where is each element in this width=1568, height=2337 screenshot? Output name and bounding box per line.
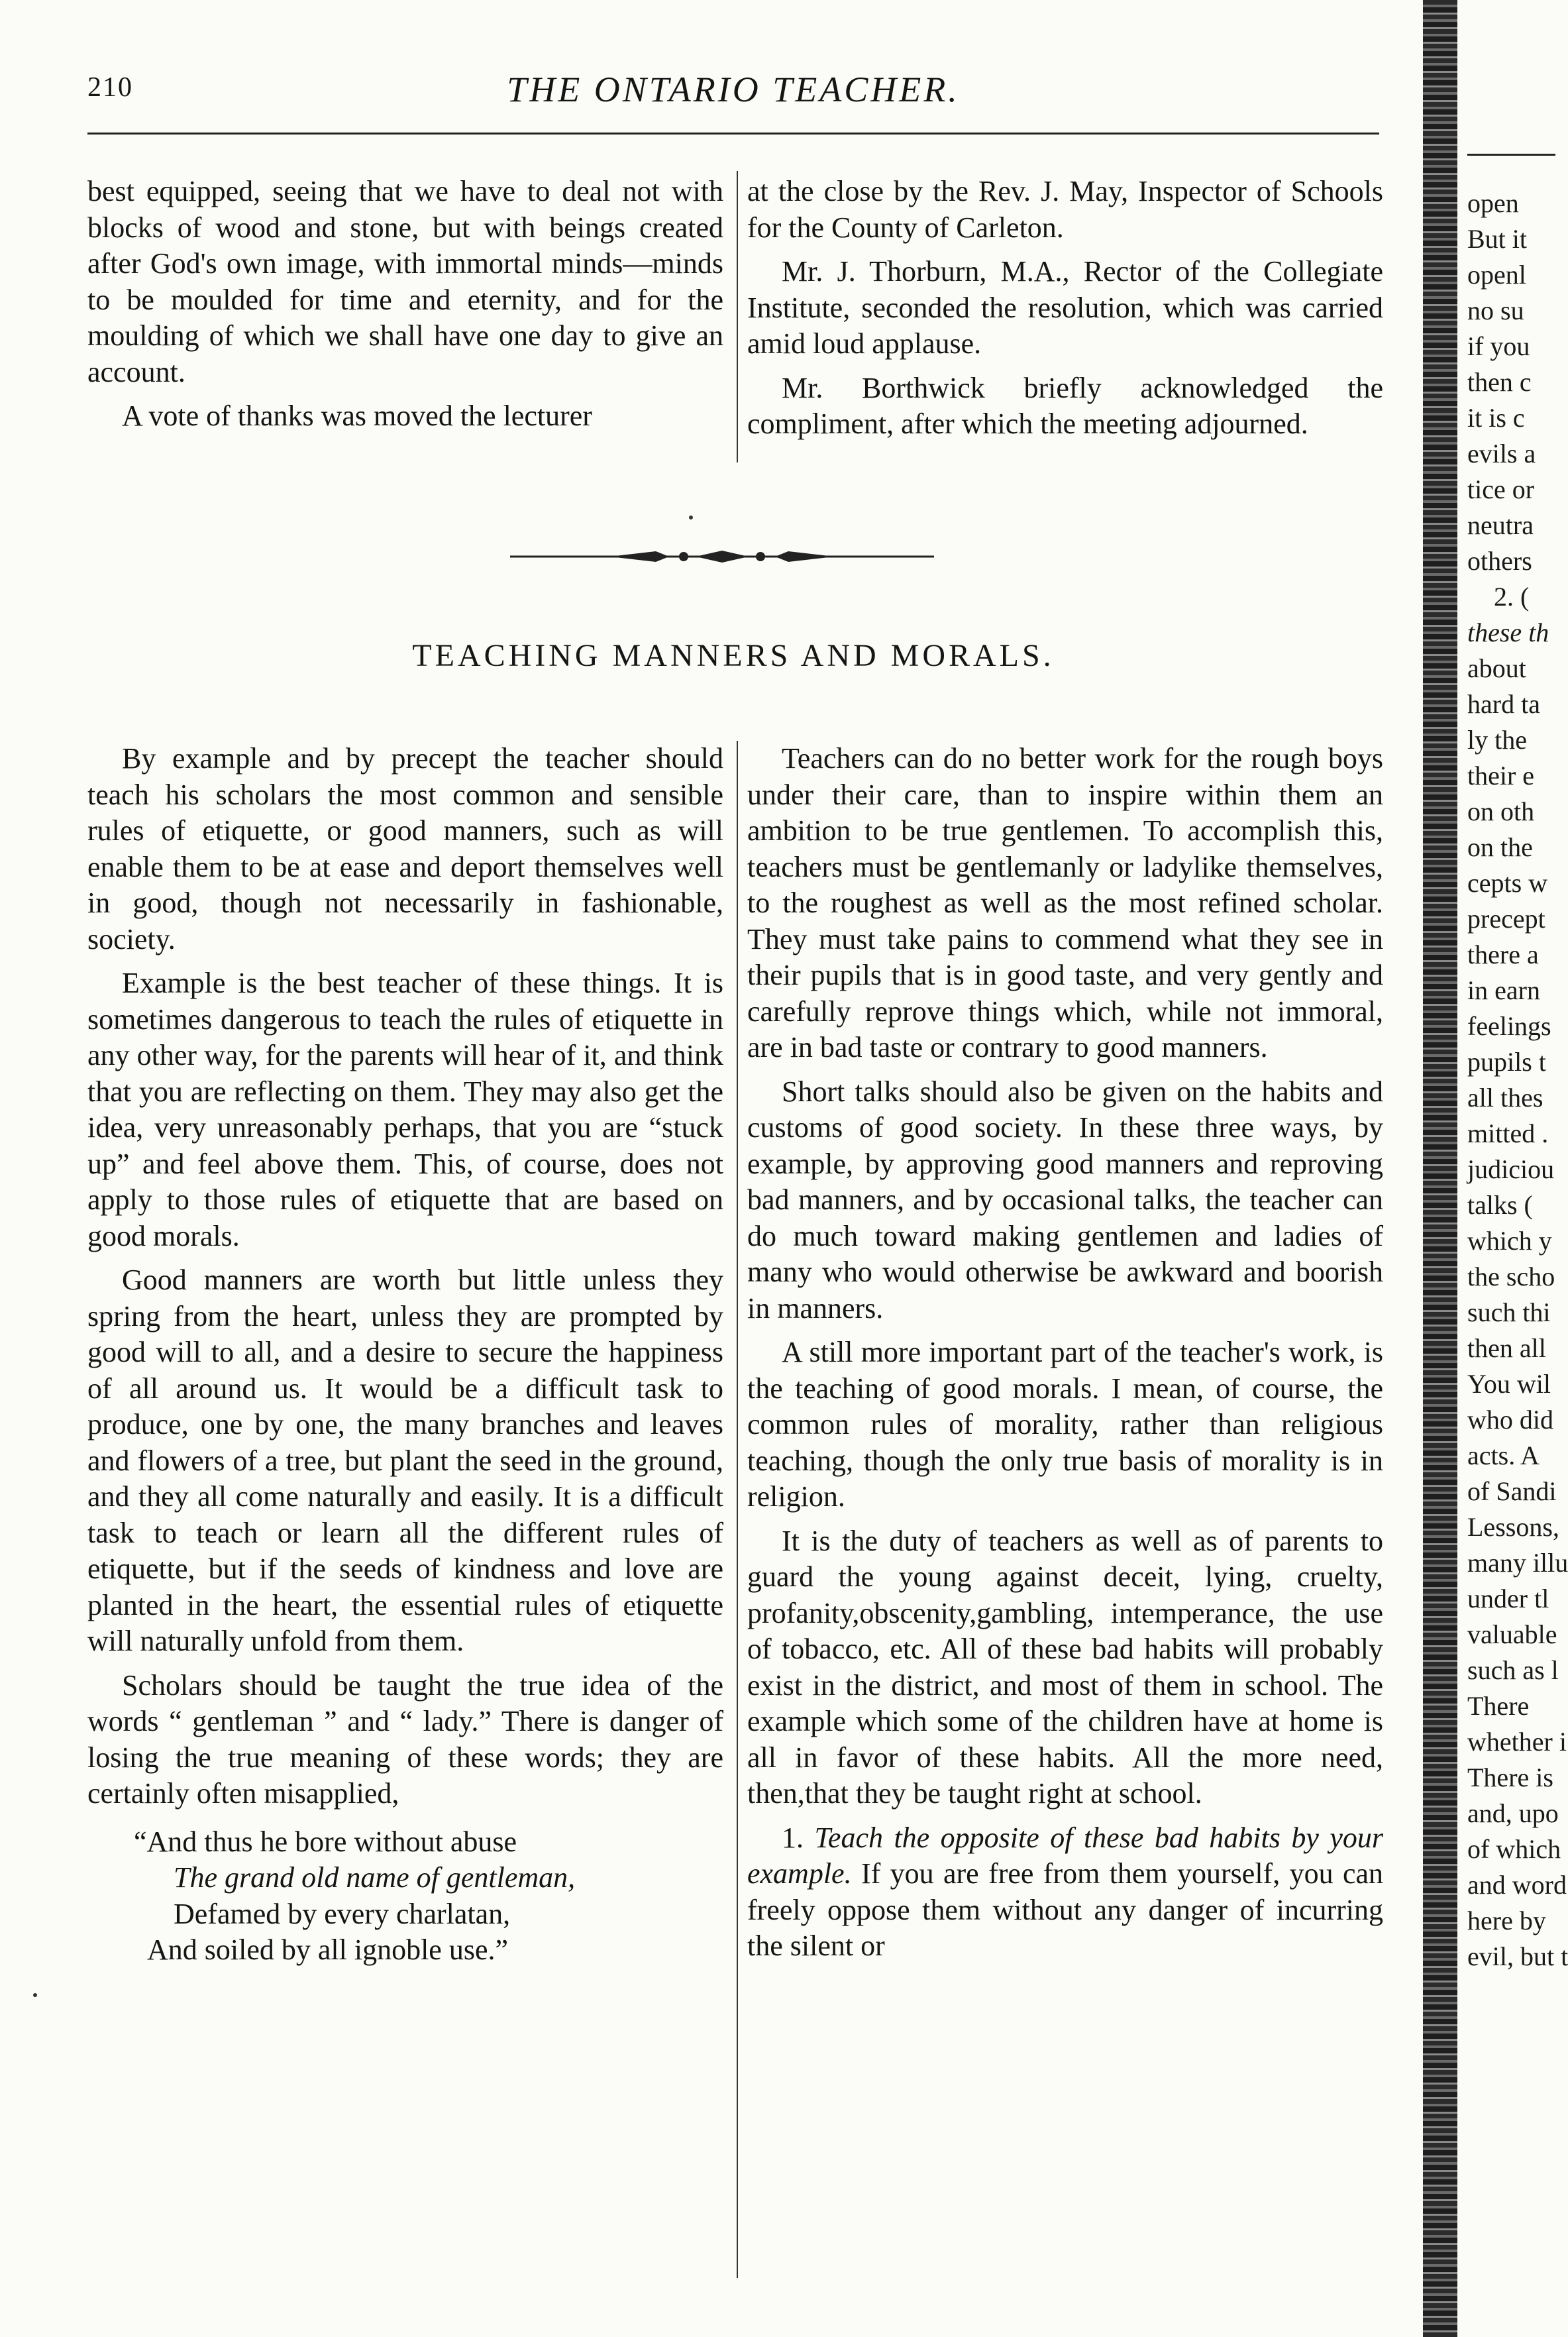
article-right-column [747, 741, 1383, 1973]
paragraph: Mr. Borthwick briefly acknowledged the compliment, after which the meeting adjourned. [747, 371, 1383, 440]
poem-line: And soiled by all ignoble use.” [147, 1933, 509, 1966]
poem-line: “And thus he bore without abuse [134, 1825, 517, 1858]
edge-fragment: and, upo [1467, 1798, 1559, 1828]
edge-fragment: evils a [1467, 439, 1536, 468]
edge-fragment: on oth [1467, 796, 1535, 826]
edge-fragment: who did [1467, 1405, 1553, 1435]
edge-fragment: mitted . [1467, 1118, 1549, 1148]
header-rule [87, 133, 1379, 135]
edge-fragment: if you [1467, 331, 1530, 361]
edge-fragment: neutra [1467, 510, 1534, 540]
column-divider [737, 171, 738, 462]
article-left-column [87, 741, 723, 1969]
edge-fragment: it is c [1467, 403, 1525, 433]
paragraph: A vote of thanks was moved the lecturer [122, 400, 592, 432]
edge-fragment: these th [1467, 618, 1549, 647]
paragraph: Good manners are worth but little unless they spring from the heart, unless they are prompted by good will to all, and a desire to secure the happiness of all around us. It would be a difficult task to produce, one by one, the many branches and leaves and flowers of a tree, but plant the seed in the ground, and they all come naturally and easily. It is a difficult task to teach or learn all the different rules of etiquette, but if the seeds of kindness and love are planted in the heart, the essential rules of etiquette will naturally unfold from them. [87, 1264, 723, 1657]
edge-fragment: openl [1467, 260, 1526, 290]
edge-fragment: here by [1467, 1906, 1546, 1935]
paragraph: Scholars should be taught the true idea of the words “ gentleman ” and “ lady.” There is danger of losing the true meaning of these words; they are certainly often misapplied, [87, 1668, 723, 1810]
edge-fragment: You wil [1467, 1369, 1551, 1399]
edge-fragment: open [1467, 188, 1519, 218]
poem-quote [134, 1824, 723, 1969]
paragraph: Short talks should also be given on the habits and customs of good society. In these three ways, by example, by approving good manners and reproving bad manners, and by occasional talks, the teacher can do much toward making gentlemen and ladies of many who would otherwise be awkward and boorish in manners. [747, 1075, 1383, 1325]
paragraph: at the close by the Rev. J. May, Inspector of Schools for the County of Carleton. [747, 175, 1383, 244]
edge-fragment: others [1467, 546, 1532, 576]
paragraph: Example is the best teacher of these things. It is sometimes dangerous to teach the rules of etiquette in any other way, for the parents will hear of it, and think that you are reflecting on them. They may also get the idea, very unreasonably perhaps, that you are “stuck up” and feel above them. This, of course, does not apply to those rules of etiquette that are based on good morals. [87, 967, 723, 1252]
edge-fragment: such thi [1467, 1297, 1551, 1327]
poem-line: Defamed by every charlatan, [174, 1897, 511, 1930]
point-heading: Teach the opposite of these bad habits by your example. [747, 1821, 1384, 1890]
edge-fragment: on the [1467, 832, 1533, 862]
paragraph: By example and by precept the teacher should teach his scholars the most common and sensible rules of etiquette, or good manners, such as will enable them to be at ease and deport themselves well in good, though not necessarily in fashionable, society. [87, 742, 723, 955]
edge-fragment: the scho [1467, 1262, 1555, 1291]
paragraph: Mr. J. Thorburn, M.A., Rector of the Collegiate Institute, seconded the resolution, which was carried amid loud applause. [747, 255, 1383, 360]
edge-fragment: But it [1467, 224, 1528, 254]
top-right-column [747, 174, 1383, 451]
edge-fragment: evil, but t [1467, 1941, 1568, 1971]
edge-fragment: there a [1467, 940, 1539, 969]
top-left-column [87, 174, 723, 443]
edge-fragment: all thes [1467, 1083, 1543, 1113]
poem-line: The grand old name of gentleman, [174, 1861, 576, 1894]
edge-fragment: under tl [1467, 1584, 1549, 1613]
journal-title: THE ONTARIO TEACHER. [507, 70, 960, 109]
printer-dot [689, 516, 693, 519]
edge-fragment: then all [1467, 1333, 1546, 1363]
edge-fragment: their e [1467, 761, 1535, 790]
edge-fragment: There [1467, 1691, 1530, 1721]
column-divider [737, 741, 738, 2278]
edge-fragment: pupils t [1467, 1047, 1546, 1077]
edge-fragment: 2. ( [1494, 582, 1530, 612]
point-text: If you are free from them yourself, you can freely oppose them without any danger of incurring the silent or [747, 1857, 1383, 1962]
paragraph: A still more important part of the teacher's work, is the teaching of good morals. I mean, of course, the common rules of morality, rather than religious teaching, though the only true basis of morality is in religion. [747, 1336, 1383, 1513]
point-number: 1. [782, 1821, 804, 1854]
adjacent-page-edge [1423, 0, 1568, 2337]
edge-fragment: precept [1467, 904, 1545, 934]
edge-fragment: no su [1467, 296, 1524, 325]
edge-fragment: which y [1467, 1226, 1552, 1256]
edge-fragment: in earn [1467, 975, 1540, 1005]
margin-dot [33, 1993, 37, 1997]
edge-fragment: then c [1467, 367, 1532, 397]
paragraph: It is the duty of teachers as well as of parents to guard the young against deceit, lying, cruelty, profanity,obscenity,gambling, intemperance, the use of tobacco, etc. All of these bad habits will probably exist in the district, and most of them in school. The example which some of the children have at home is all in favor of these habits. All the more need, then,that they be taught right at school. [747, 1524, 1383, 1810]
edge-fragment: many illu [1467, 1548, 1568, 1578]
edge-fragment: hard ta [1467, 689, 1540, 719]
edge-fragment: of Sandi [1467, 1476, 1557, 1506]
edge-fragment: about [1467, 653, 1526, 683]
edge-fragment: talks ( [1467, 1190, 1533, 1220]
edge-fragment: Lessons, [1467, 1512, 1559, 1542]
ornament-divider [510, 543, 934, 570]
edge-fragment: and word [1467, 1870, 1567, 1900]
edge-fragment: There is [1467, 1763, 1553, 1792]
edge-fragment: cepts w [1467, 868, 1548, 898]
numbered-point [747, 1820, 1383, 1965]
edge-fragment: whether i [1467, 1727, 1567, 1757]
edge-fragment: tice or [1467, 474, 1535, 504]
page-number: 210 [87, 72, 133, 103]
paragraph: best equipped, seeing that we have to deal not with blocks of wood and stone, but with beings created after God's own image, with immortal minds—minds to be moulded for time and eternity, and for the moulding of which we shall have one day to give an account. [87, 175, 723, 388]
edge-fragment: ly the [1467, 725, 1527, 755]
paragraph: Teachers can do no better work for the rough boys under their care, than to inspire within them an ambition to be true gentlemen. To accomplish this, teachers must be gentlemanly or ladylike themselves, to the roughest as well as the most refined scholar. They must take pains to commend what they see in their pupils that is in good taste, and very gently and carefully reprove things which, while not immoral, are in bad taste or contrary to good manners. [747, 742, 1383, 1063]
edge-fragment: judiciou [1467, 1154, 1555, 1184]
edge-fragment: acts. A [1467, 1440, 1540, 1470]
edge-text-fragments [1467, 186, 1568, 1975]
page-header [87, 72, 1379, 119]
edge-fragment: valuable [1467, 1619, 1557, 1649]
article-title: TEACHING MANNERS AND MORALS. [412, 638, 1055, 673]
edge-fragment: feelings [1467, 1011, 1551, 1041]
edge-fragment: such as l [1467, 1655, 1559, 1685]
edge-fragment: of which [1467, 1834, 1561, 1864]
